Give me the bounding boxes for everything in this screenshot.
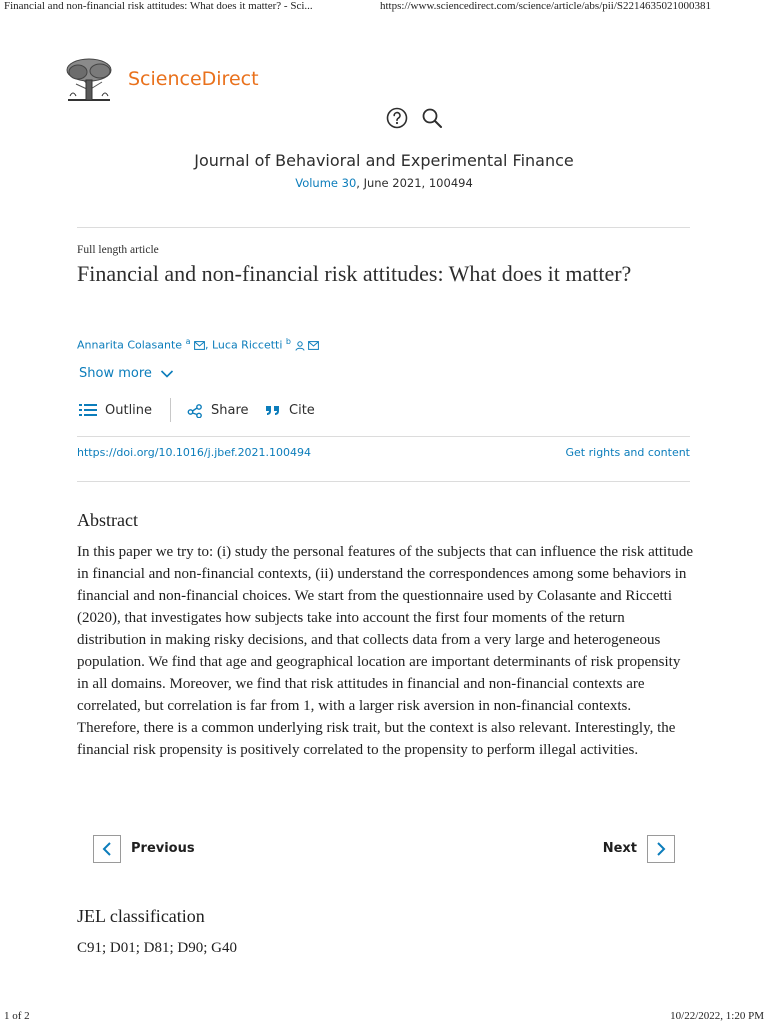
show-more-label: Show more bbox=[79, 366, 152, 381]
article-title: Financial and non-financial risk attitudes: What does it matter? bbox=[77, 261, 632, 286]
journal-title-text[interactable]: Journal of Behavioral and Experimental Finance bbox=[194, 151, 574, 170]
print-datetime: 10/22/2022, 1:20 PM bbox=[670, 1010, 764, 1022]
outline-button[interactable] bbox=[79, 396, 152, 424]
author-affiliation-2: b bbox=[285, 337, 291, 346]
previous-box bbox=[93, 835, 121, 863]
toolbar-separator bbox=[170, 398, 171, 422]
volume-link[interactable]: Volume 30 bbox=[295, 176, 357, 190]
previous-button[interactable] bbox=[93, 833, 205, 864]
previous-label: Previous bbox=[131, 841, 195, 856]
print-header bbox=[0, 0, 768, 14]
next-label: Next bbox=[602, 841, 637, 856]
journal-meta bbox=[0, 176, 768, 190]
print-page-title: Financial and non-financial risk attitudes: What does it matter? - Sci... bbox=[4, 0, 313, 12]
next-button[interactable] bbox=[593, 833, 675, 864]
get-rights-link[interactable]: Get rights and content bbox=[565, 446, 690, 459]
divider bbox=[77, 481, 690, 482]
doi-link[interactable]: https://doi.org/10.1016/j.jbef.2021.100494 bbox=[77, 446, 312, 459]
abstract-heading: Abstract bbox=[77, 510, 138, 530]
author-link-1[interactable]: Annarita Colasante bbox=[77, 338, 183, 352]
jel-heading: JEL classification bbox=[77, 906, 205, 926]
print-footer bbox=[0, 1010, 768, 1024]
abstract-text: In this paper we try to: (i) study the personal features of the subjects that can influence the risk attitude in financial and non-financial contexts, (ii) understand the correspondences among some behaviors in financial and non-financial choices. We start from the questionnaire used by Colasante and Riccetti (2020), that investigates how subjects take into account the first four moments of the return distribution in making risky decisions, and that collects data from a very large and heterogeneous population. We find that age and geographical location are important determinants of risk propensity in all domains. Moreover, we find that risk attitudes in financial and non-financial contexts are correlated, but correlation is far from 1, with a larger risk aversion in non-financial contexts. Therefore, there is a common underlying risk trait, but the context is also relevant. Interestingly, the financial risk propensity is positively correlated to the propensity to perform illegal activities. bbox=[77, 544, 694, 758]
search-icon[interactable] bbox=[420, 106, 444, 130]
chevron-down-icon bbox=[160, 369, 174, 379]
email-icon[interactable] bbox=[194, 341, 205, 350]
help-icon[interactable] bbox=[385, 106, 409, 130]
author-affiliation-1: a bbox=[185, 337, 191, 346]
share-button[interactable] bbox=[187, 396, 249, 424]
author-separator: , bbox=[204, 338, 209, 352]
chevron-right-icon bbox=[655, 841, 667, 857]
elsevier-tree-icon bbox=[62, 56, 116, 102]
share-label: Share bbox=[211, 402, 249, 418]
journal-date-article: , June 2021, 100494 bbox=[356, 176, 473, 190]
journal-title[interactable] bbox=[0, 151, 768, 170]
author-link-2[interactable]: Luca Riccetti bbox=[211, 338, 283, 352]
email-icon[interactable] bbox=[308, 341, 319, 350]
divider bbox=[77, 227, 690, 228]
share-icon bbox=[187, 402, 203, 418]
print-page-url: https://www.sciencedirect.com/science/article/abs/pii/S2214635021000381 bbox=[380, 0, 712, 12]
show-more-button[interactable] bbox=[79, 366, 174, 381]
author-list bbox=[77, 337, 319, 352]
cite-button[interactable] bbox=[265, 396, 315, 424]
quote-icon bbox=[265, 403, 281, 417]
divider bbox=[77, 436, 690, 437]
cite-label: Cite bbox=[289, 402, 315, 418]
person-icon[interactable] bbox=[295, 341, 305, 351]
article-type: Full length article bbox=[77, 244, 159, 256]
logo-text: ScienceDirect bbox=[128, 68, 259, 90]
chevron-left-icon bbox=[101, 841, 113, 857]
list-icon bbox=[79, 402, 97, 418]
next-box bbox=[647, 835, 675, 863]
top-icons bbox=[385, 106, 445, 130]
print-page-number: 1 of 2 bbox=[4, 1010, 30, 1022]
outline-label: Outline bbox=[105, 402, 153, 418]
jel-codes: C91; D01; D81; D90; G40 bbox=[77, 940, 238, 956]
